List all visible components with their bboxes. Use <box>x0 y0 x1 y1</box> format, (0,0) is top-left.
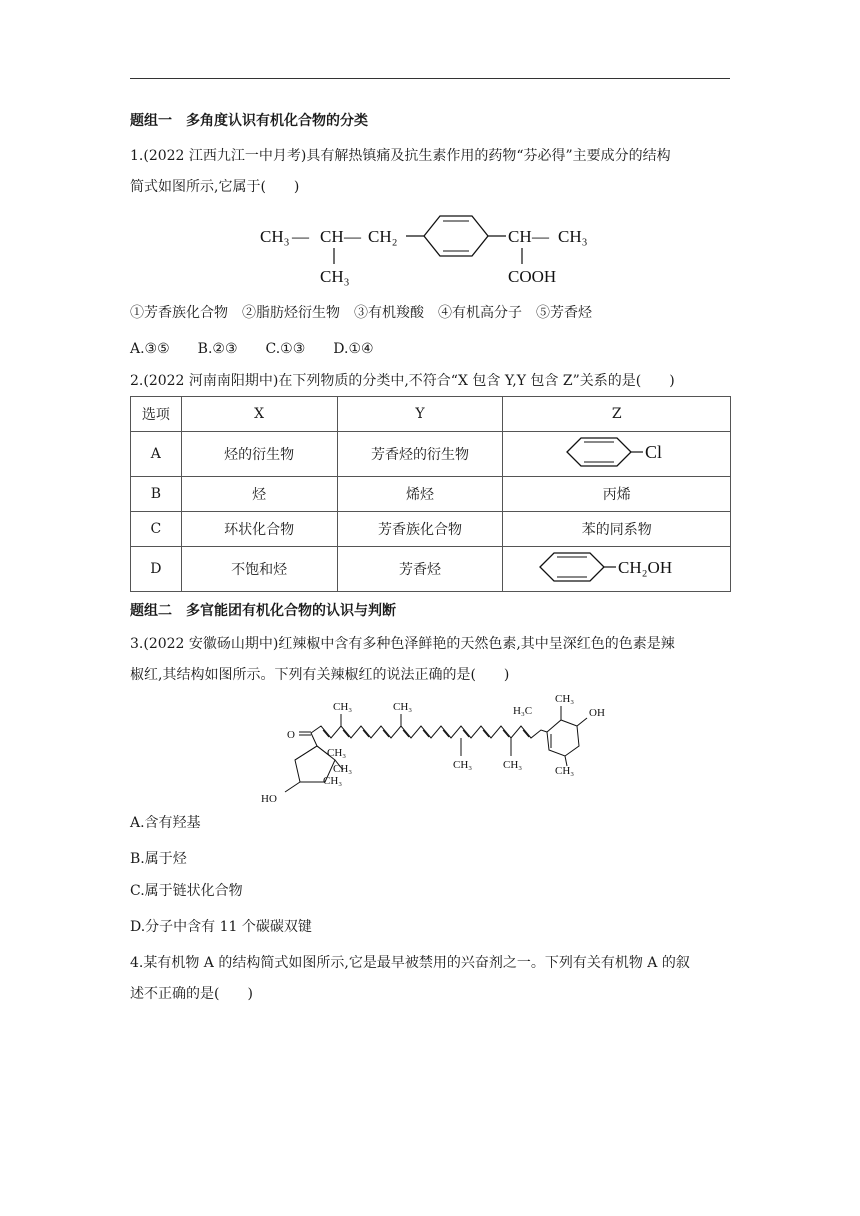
row-a-z <box>503 432 731 477</box>
row-a-x: 烃的衍生物 <box>181 432 337 477</box>
q4-stem-line2: 述不正确的是( ) <box>130 986 253 1002</box>
h3c-label: H₃C <box>513 705 533 717</box>
row-c-y: 芳香族化合物 <box>337 512 503 547</box>
row-d-x: 不饱和烃 <box>181 547 337 592</box>
table-row <box>131 547 731 592</box>
ch2-label: CH₂ <box>368 227 398 246</box>
q3-option-b: B.属于烃 <box>130 851 187 867</box>
q1-options: A.③⑤ B.②③ C.①③ D.①④ <box>130 341 374 357</box>
ch3-chain-2: CH₃ <box>393 701 413 713</box>
row-d-z <box>503 547 731 592</box>
ch3-ring-left-3: CH₃ <box>323 775 343 787</box>
row-d-option: D <box>131 547 182 592</box>
q1-items: ①芳香族化合物 ②脂肪烃衍生物 ③有机羧酸 ④有机高分子 ⑤芳香烃 <box>130 305 592 321</box>
q3-stem-line2: 椒红,其结构如图所示。下列有关辣椒红的说法正确的是( ) <box>130 667 510 683</box>
ch3-left-label: CH₃ <box>260 227 290 246</box>
q2-stem: 2.(2022 河南南阳期中)在下列物质的分类中,不符合“X 包含 Y,Y 包含 Z”关系的是( ) <box>130 373 675 389</box>
header-y: Y <box>337 397 503 432</box>
q1-stem-line2: 简式如图所示,它属于( ) <box>130 179 300 195</box>
ch2oh-label: CH₂OH <box>617 558 672 577</box>
benzyl-alcohol-structure <box>532 547 702 587</box>
header-x: X <box>181 397 337 432</box>
ch-label: CH <box>320 227 344 246</box>
q3-option-c: C.属于链状化合物 <box>130 883 243 899</box>
table-row <box>131 512 731 547</box>
ch-right-label: CH <box>508 227 532 246</box>
row-c-x: 环状化合物 <box>181 512 337 547</box>
table-header-row <box>131 397 731 432</box>
ch3-chain-4: CH₃ <box>503 759 523 771</box>
cl-label: Cl <box>644 442 662 462</box>
ch3-ring-bottom: CH₃ <box>555 765 575 777</box>
ch3-ring-left-2: CH₃ <box>333 763 353 775</box>
q3-option-d: D.分子中含有 11 个碳碳双键 <box>130 919 312 935</box>
row-a-y: 芳香烃的衍生物 <box>337 432 503 477</box>
ketone-o-label: O <box>287 729 295 741</box>
row-b-y: 烯烃 <box>337 477 503 512</box>
table-row <box>131 477 731 512</box>
row-b-option: B <box>131 477 182 512</box>
header-z: Z <box>503 397 731 432</box>
bond-dash-2: — <box>344 227 361 246</box>
cooh-label: COOH <box>508 267 557 286</box>
classification-table <box>130 396 731 592</box>
chlorobenzene-structure <box>557 432 677 472</box>
row-b-z: 丙烯 <box>503 477 731 512</box>
row-d-y: 芳香烃 <box>337 547 503 592</box>
bond-dash-3: — <box>532 227 549 246</box>
ch3-chain-1: CH₃ <box>333 701 353 713</box>
row-c-option: C <box>131 512 182 547</box>
q4-stem-line1: 4.某有机物 A 的结构简式如图所示,它是最早被禁用的兴奋剂之一。下列有关有机物 A 的叙 <box>130 955 690 971</box>
ch3-branch-label: CH₃ <box>320 267 350 286</box>
table-row <box>131 432 731 477</box>
section-title-2: 题组二 多官能团有机化合物的认识与判断 <box>130 603 396 619</box>
section-title-1: 题组一 多角度认识有机化合物的分类 <box>130 113 368 129</box>
header-option: 选项 <box>131 397 182 432</box>
oh-right-label: OH <box>589 707 605 719</box>
ch3-chain-3: CH₃ <box>453 759 473 771</box>
ch3-top-label: CH₃ <box>555 693 575 705</box>
bond-dash-1: — <box>292 227 309 246</box>
row-c-z: 苯的同系物 <box>503 512 731 547</box>
ho-left-label: HO <box>261 793 277 805</box>
q3-stem-line1: 3.(2022 安徽砀山期中)红辣椒中含有多种色泽鲜艳的天然色素,其中呈深红色的色素是辣 <box>130 636 675 652</box>
q3-option-a: A.含有羟基 <box>130 815 201 831</box>
ibuprofen-structure <box>250 208 620 288</box>
row-a-option: A <box>131 432 182 477</box>
q1-stem-line1: 1.(2022 江西九江一中月考)具有解热镇痛及抗生素作用的药物“芬必得”主要成分的结构 <box>130 148 671 164</box>
capsanthin-structure <box>255 690 615 808</box>
header-rule <box>130 78 730 79</box>
benzene-ring-icon <box>424 216 488 256</box>
row-b-x: 烃 <box>181 477 337 512</box>
ch3-ring-left-1: CH₃ <box>327 747 347 759</box>
ch3-right-label: CH₃ <box>558 227 588 246</box>
